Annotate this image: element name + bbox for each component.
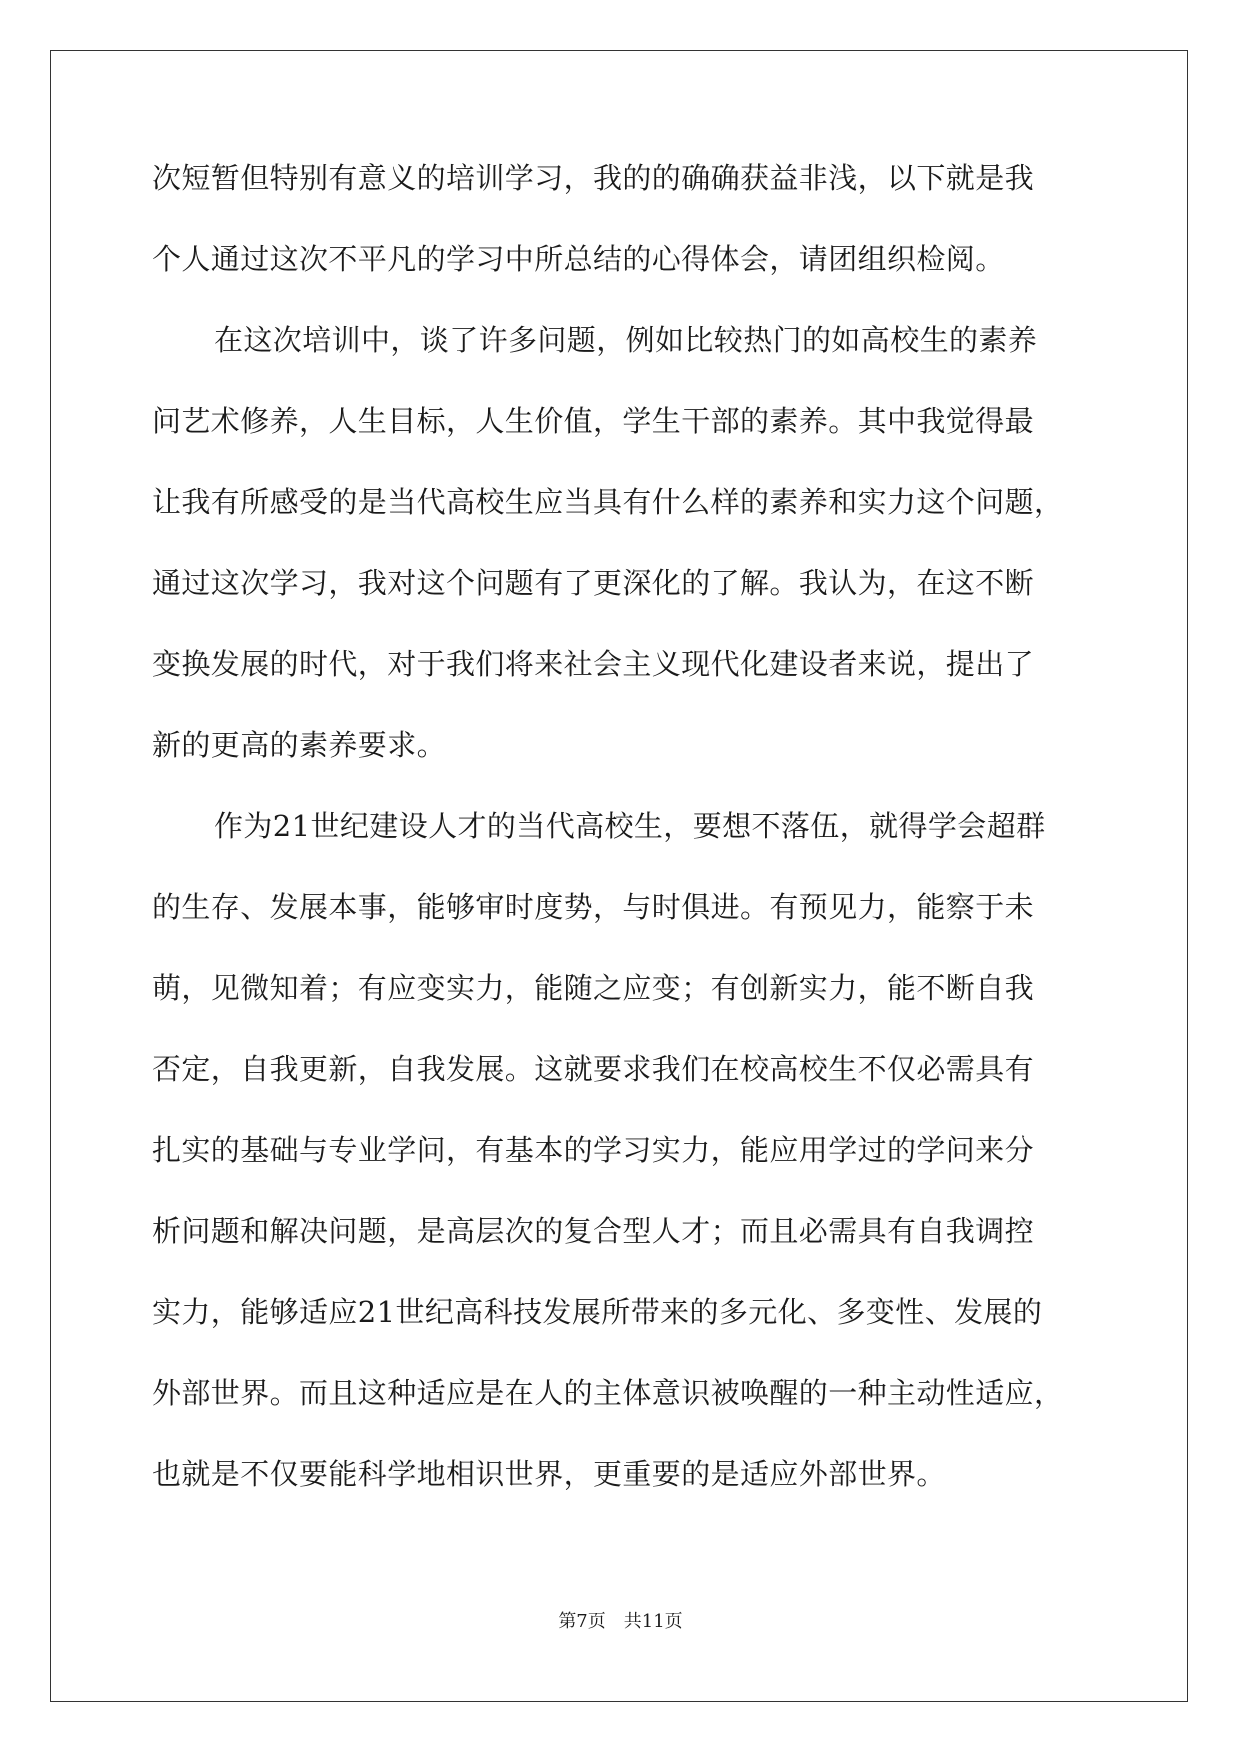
text-line: 外部世界。而且这种适应是在人的主体意识被唤醒的一种主动性适应， (152, 1376, 1064, 1410)
text-line: 也就是不仅要能科学地相识世界，更重要的是适应外部世界。 (152, 1457, 946, 1491)
text-line: 扎实的基础与专业学问，有基本的学习实力，能应用学过的学问来分 (152, 1133, 1035, 1167)
paragraph-start-line: 作为21世纪建设人才的当代高校生，要想不落伍，就得学会超群 (214, 809, 1046, 843)
text-line: 让我有所感受的是当代高校生应当具有什么样的素养和实力这个问题， (152, 485, 1064, 519)
text-line: 的生存、发展本事，能够审时度势，与时俱进。有预见力，能察于未 (152, 890, 1035, 924)
text-line: 问艺术修养，人生目标，人生价值，学生干部的素养。其中我觉得最 (152, 404, 1035, 438)
text-line: 新的更高的素养要求。 (152, 728, 447, 762)
text-line: 萌，见微知着；有应变实力，能随之应变；有创新实力，能不断自我 (152, 971, 1035, 1005)
paragraph-start-line: 在这次培训中，谈了许多问题，例如比较热门的如高校生的素养 (214, 323, 1038, 357)
text-line: 实力，能够适应21世纪高科技发展所带来的多元化、多变性、发展的 (152, 1295, 1043, 1329)
text-line: 次短暂但特别有意义的培训学习，我的的确确获益非浅，以下就是我 (152, 161, 1035, 195)
text-line: 通过这次学习，我对这个问题有了更深化的了解。我认为，在这不断 (152, 566, 1035, 600)
page-number-footer: 第7页 共11页 (558, 1611, 683, 1632)
text-line: 个人通过这次不平凡的学习中所总结的心得体会，请团组织检阅。 (152, 242, 1005, 276)
text-line: 否定，自我更新，自我发展。这就要求我们在校高校生不仅必需具有 (152, 1052, 1035, 1086)
text-line: 析问题和解决问题，是高层次的复合型人才；而且必需具有自我调控 (152, 1214, 1035, 1248)
text-line: 变换发展的时代，对于我们将来社会主义现代化建设者来说，提出了 (152, 647, 1035, 681)
document-body (152, 160, 1092, 1537)
